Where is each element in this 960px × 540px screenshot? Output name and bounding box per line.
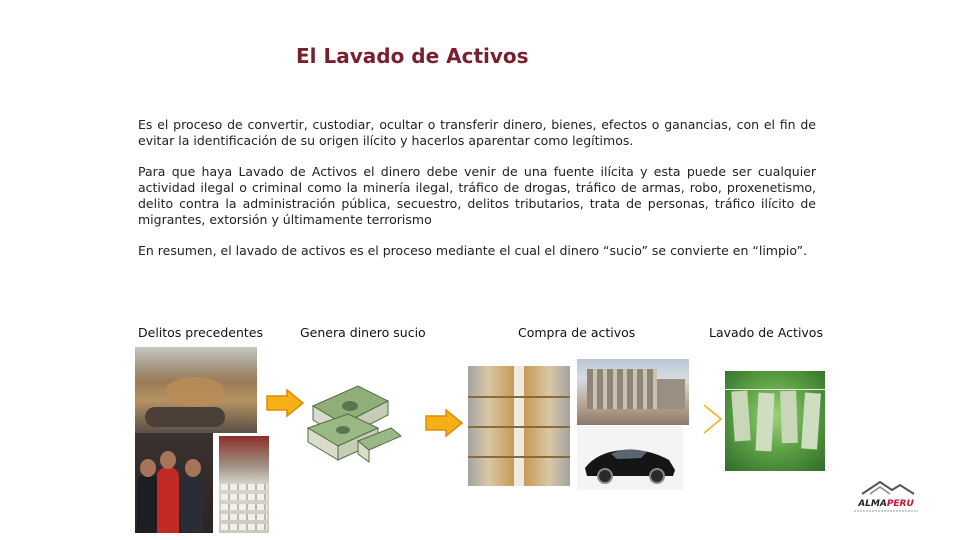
warehouse-photo bbox=[468, 366, 570, 486]
seized-packages-photo bbox=[219, 436, 269, 533]
slide-title: El Lavado de Activos bbox=[296, 44, 529, 68]
chevron-right-icon bbox=[701, 402, 725, 436]
svg-text:ALMAPERU: ALMAPERU bbox=[858, 499, 914, 509]
step-label-lavado: Lavado de Activos bbox=[709, 325, 823, 340]
step-label-delitos: Delitos precedentes bbox=[138, 325, 263, 340]
sports-car-photo bbox=[577, 426, 683, 490]
definition-paragraph: Es el proceso de convertir, custodiar, ocultar o transferir dinero, bienes, efectos o ganancias, con el fin de evitar la identificación de su origen ilícito y hacerlos aparentar como legítimos. bbox=[138, 117, 816, 148]
arrow-right-icon bbox=[265, 388, 305, 418]
detained-persons-photo bbox=[135, 433, 213, 533]
step-label-compra: Compra de activos bbox=[518, 325, 636, 340]
arrow-right-icon bbox=[424, 408, 464, 438]
step-label-dinero-sucio: Genera dinero sucio bbox=[300, 325, 426, 340]
money-stacks-photo bbox=[303, 366, 403, 466]
summary-paragraph: En resumen, el lavado de activos es el proceso mediante el cual el dinero “sucio” se convierte en “limpio”. bbox=[138, 243, 808, 258]
almaperu-logo bbox=[848, 476, 924, 516]
illegal-mining-photo bbox=[135, 347, 257, 433]
building-photo bbox=[577, 359, 689, 425]
illicit-source-paragraph: Para que haya Lavado de Activos el dinero debe venir de una fuente ilícita y esta puede ser cualquier actividad ilegal o criminal como la minería ilegal, tráfico de drogas, tráfico de armas, robo, proxenetismo, delito contra la administración pública, secuestro, delitos tributarios, trata de personas, tráfico ilícito de migrantes, extorsión y últimamente terrorismo bbox=[138, 164, 816, 227]
money-on-clothesline-photo bbox=[725, 371, 825, 471]
